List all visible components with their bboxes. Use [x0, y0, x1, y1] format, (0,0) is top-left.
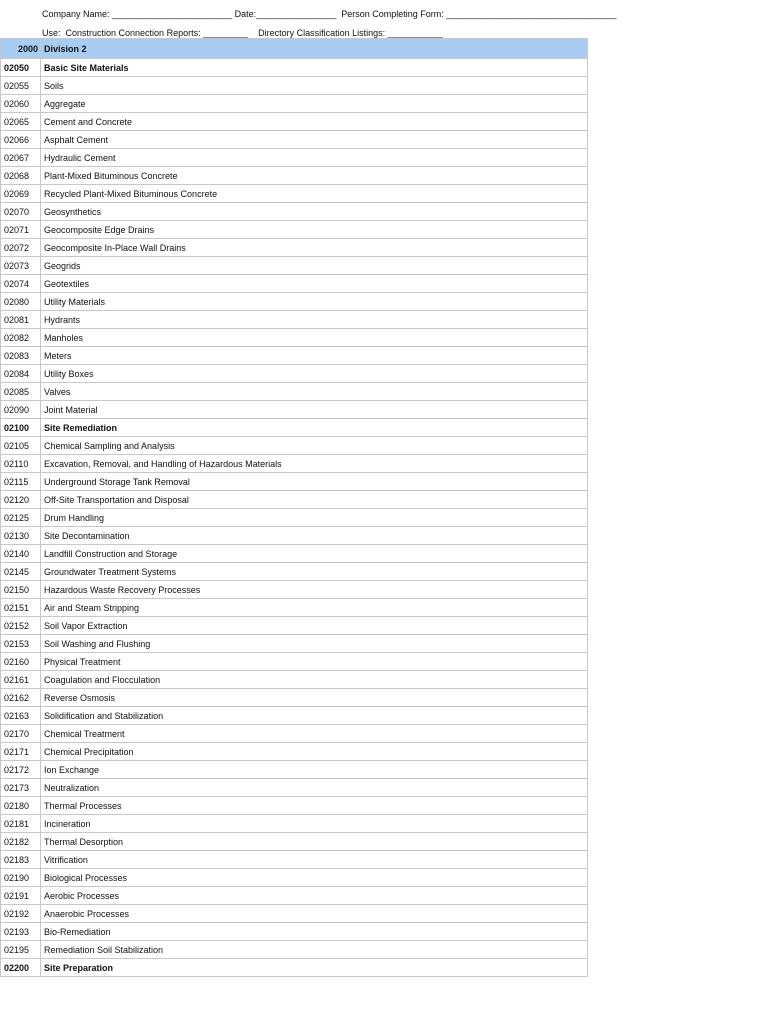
table-row [1, 77, 588, 95]
table-row [1, 779, 588, 797]
row-name: Drum Handling [41, 509, 588, 527]
row-code: 02191 [1, 887, 41, 905]
row-code: 02100 [1, 419, 41, 437]
table-row [1, 743, 588, 761]
table-row [1, 239, 588, 257]
row-name: Site Remediation [41, 419, 588, 437]
form-header-line-use: Use: Construction Connection Reports: _________ Directory Classification Listings: ___________ [42, 28, 443, 38]
row-name: Ion Exchange [41, 761, 588, 779]
row-code: 02080 [1, 293, 41, 311]
division-code: 2000 [1, 39, 41, 59]
row-code: 02068 [1, 167, 41, 185]
table-row [1, 311, 588, 329]
row-name: Site Decontamination [41, 527, 588, 545]
row-name: Plant-Mixed Bituminous Concrete [41, 167, 588, 185]
table-row [1, 851, 588, 869]
row-code: 02120 [1, 491, 41, 509]
table-row [1, 365, 588, 383]
row-name: Chemical Treatment [41, 725, 588, 743]
table-row [1, 599, 588, 617]
table-row [1, 689, 588, 707]
row-name: Bio-Remediation [41, 923, 588, 941]
row-name: Incineration [41, 815, 588, 833]
row-code: 02195 [1, 941, 41, 959]
section-row [1, 959, 588, 977]
row-code: 02066 [1, 131, 41, 149]
row-name: Reverse Osmosis [41, 689, 588, 707]
row-code: 02183 [1, 851, 41, 869]
row-name: Air and Steam Stripping [41, 599, 588, 617]
table-row [1, 437, 588, 455]
row-name: Geocomposite Edge Drains [41, 221, 588, 239]
row-code: 02145 [1, 563, 41, 581]
row-code: 02151 [1, 599, 41, 617]
row-code: 02105 [1, 437, 41, 455]
row-code: 02172 [1, 761, 41, 779]
table-row [1, 95, 588, 113]
table-row [1, 653, 588, 671]
row-name: Soils [41, 77, 588, 95]
row-code: 02173 [1, 779, 41, 797]
table-row [1, 815, 588, 833]
row-code: 02190 [1, 869, 41, 887]
row-code: 02153 [1, 635, 41, 653]
row-code: 02115 [1, 473, 41, 491]
row-name: Cement and Concrete [41, 113, 588, 131]
row-code: 02110 [1, 455, 41, 473]
table-row [1, 527, 588, 545]
section-row [1, 419, 588, 437]
row-name: Chemical Precipitation [41, 743, 588, 761]
row-name: Physical Treatment [41, 653, 588, 671]
row-code: 02192 [1, 905, 41, 923]
form-header-line-company: Company Name: ________________________ Date:________________ Person Completing Form: __________________________________ [42, 9, 617, 19]
table-row [1, 635, 588, 653]
table-row [1, 491, 588, 509]
row-code: 02055 [1, 77, 41, 95]
table-row [1, 545, 588, 563]
row-name: Utility Materials [41, 293, 588, 311]
row-code: 02160 [1, 653, 41, 671]
row-name: Thermal Desorption [41, 833, 588, 851]
row-code: 02125 [1, 509, 41, 527]
row-code: 02083 [1, 347, 41, 365]
table-row [1, 581, 588, 599]
row-name: Hazardous Waste Recovery Processes [41, 581, 588, 599]
row-name: Thermal Processes [41, 797, 588, 815]
row-name: Biological Processes [41, 869, 588, 887]
row-code: 02162 [1, 689, 41, 707]
table-row [1, 113, 588, 131]
row-code: 02182 [1, 833, 41, 851]
table-row [1, 329, 588, 347]
row-name: Valves [41, 383, 588, 401]
classification-table-body [1, 39, 588, 977]
row-code: 02171 [1, 743, 41, 761]
row-code: 02070 [1, 203, 41, 221]
row-code: 02072 [1, 239, 41, 257]
row-name: Joint Material [41, 401, 588, 419]
table-row [1, 761, 588, 779]
row-code: 02181 [1, 815, 41, 833]
row-code: 02067 [1, 149, 41, 167]
table-row [1, 347, 588, 365]
row-name: Excavation, Removal, and Handling of Hazardous Materials [41, 455, 588, 473]
row-code: 02161 [1, 671, 41, 689]
table-row [1, 275, 588, 293]
row-name: Meters [41, 347, 588, 365]
row-code: 02200 [1, 959, 41, 977]
table-row [1, 797, 588, 815]
row-name: Neutralization [41, 779, 588, 797]
row-code: 02069 [1, 185, 41, 203]
table-row [1, 869, 588, 887]
table-row [1, 257, 588, 275]
table-row [1, 905, 588, 923]
row-code: 02193 [1, 923, 41, 941]
division-title: Division 2 [41, 39, 588, 59]
table-row [1, 833, 588, 851]
row-name: Soil Washing and Flushing [41, 635, 588, 653]
section-row [1, 59, 588, 77]
row-code: 02081 [1, 311, 41, 329]
row-name: Aggregate [41, 95, 588, 113]
row-code: 02163 [1, 707, 41, 725]
row-name: Utility Boxes [41, 365, 588, 383]
row-code: 02065 [1, 113, 41, 131]
table-row [1, 707, 588, 725]
row-name: Geocomposite In-Place Wall Drains [41, 239, 588, 257]
division-header-row [1, 39, 588, 59]
row-code: 02090 [1, 401, 41, 419]
row-code: 02082 [1, 329, 41, 347]
row-name: Chemical Sampling and Analysis [41, 437, 588, 455]
row-code: 02074 [1, 275, 41, 293]
table-row [1, 203, 588, 221]
row-code: 02060 [1, 95, 41, 113]
row-name: Manholes [41, 329, 588, 347]
row-code: 02130 [1, 527, 41, 545]
classification-table [0, 38, 588, 977]
table-row [1, 131, 588, 149]
row-code: 02180 [1, 797, 41, 815]
row-name: Anaerobic Processes [41, 905, 588, 923]
table-row [1, 725, 588, 743]
row-name: Hydrants [41, 311, 588, 329]
row-code: 02085 [1, 383, 41, 401]
table-row [1, 185, 588, 203]
row-name: Groundwater Treatment Systems [41, 563, 588, 581]
table-row [1, 887, 588, 905]
row-code: 02150 [1, 581, 41, 599]
table-row [1, 941, 588, 959]
table-row [1, 221, 588, 239]
row-name: Site Preparation [41, 959, 588, 977]
table-row [1, 617, 588, 635]
row-name: Geotextiles [41, 275, 588, 293]
table-row [1, 509, 588, 527]
row-code: 02152 [1, 617, 41, 635]
table-row [1, 167, 588, 185]
row-name: Hydraulic Cement [41, 149, 588, 167]
row-code: 02050 [1, 59, 41, 77]
row-code: 02170 [1, 725, 41, 743]
row-name: Asphalt Cement [41, 131, 588, 149]
row-code: 02073 [1, 257, 41, 275]
row-name: Underground Storage Tank Removal [41, 473, 588, 491]
table-row [1, 401, 588, 419]
row-name: Vitrification [41, 851, 588, 869]
row-name: Geosynthetics [41, 203, 588, 221]
row-code: 02140 [1, 545, 41, 563]
table-row [1, 671, 588, 689]
row-name: Coagulation and Flocculation [41, 671, 588, 689]
row-name: Aerobic Processes [41, 887, 588, 905]
table-row [1, 293, 588, 311]
table-row [1, 383, 588, 401]
table-row [1, 923, 588, 941]
table-row [1, 149, 588, 167]
row-name: Solidification and Stabilization [41, 707, 588, 725]
row-name: Recycled Plant-Mixed Bituminous Concrete [41, 185, 588, 203]
row-name: Geogrids [41, 257, 588, 275]
table-row [1, 563, 588, 581]
row-name: Landfill Construction and Storage [41, 545, 588, 563]
row-name: Remediation Soil Stabilization [41, 941, 588, 959]
table-row [1, 455, 588, 473]
row-name: Basic Site Materials [41, 59, 588, 77]
row-code: 02084 [1, 365, 41, 383]
table-row [1, 473, 588, 491]
row-code: 02071 [1, 221, 41, 239]
row-name: Off-Site Transportation and Disposal [41, 491, 588, 509]
row-name: Soil Vapor Extraction [41, 617, 588, 635]
